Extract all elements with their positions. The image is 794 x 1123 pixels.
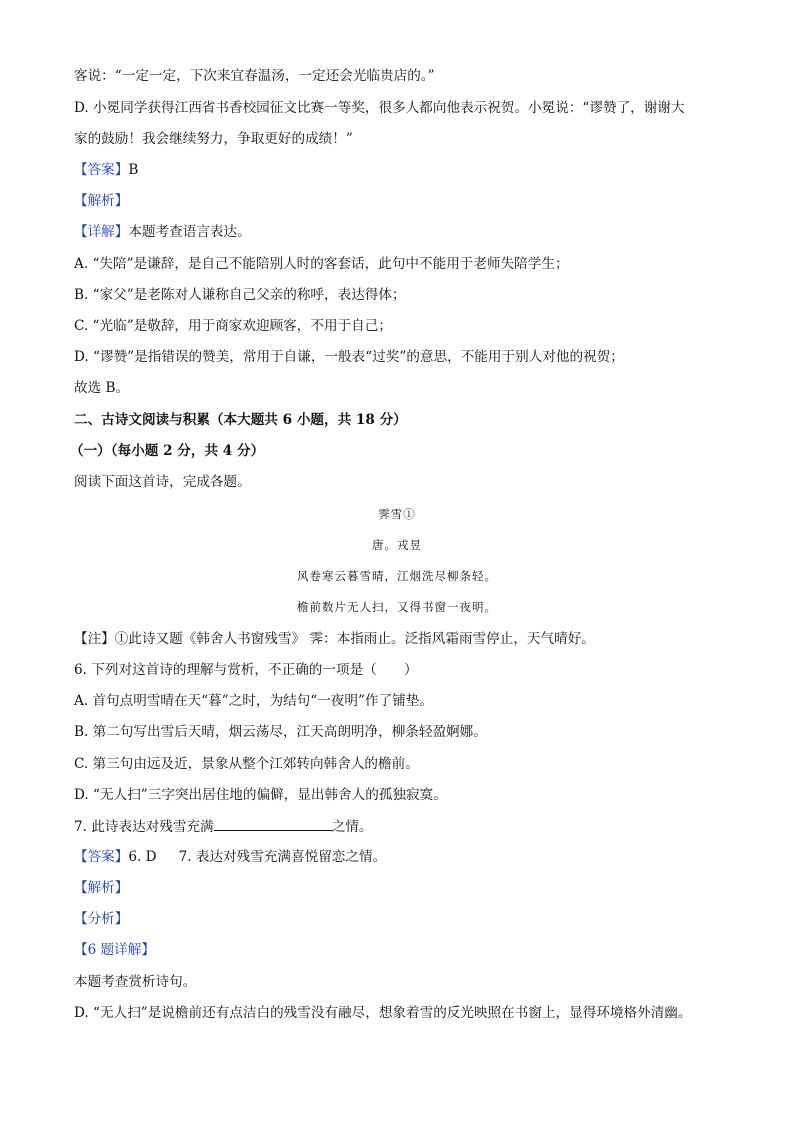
text-line: 客说：“一定一定，下次来宜春温汤，一定还会光临贵店的。” (74, 68, 435, 84)
question-7-before: 7. 此诗表达对残雪充满 (74, 819, 214, 835)
explain-c: C. “光临”是敬辞，用于商家欢迎顾客，不用于自己； (74, 318, 392, 334)
answer-2 (74, 848, 386, 866)
question-7 (74, 817, 372, 836)
note-line: 【注】①此诗又题《韩舍人书窗残雪》 霁：本指雨止。泛指风霜雨雪停止，天气晴好。 (74, 631, 595, 647)
q6-intro: 本题考查赏析诗句。 (74, 974, 197, 990)
answer-2-q7: 7. 表达对残雪充满喜悦留恋之情。 (178, 849, 387, 865)
section-title: 二、古诗文阅读与积累（本大题共 6 小题，共 18 分） (74, 412, 407, 428)
instruction: 阅读下面这首诗，完成各题。 (74, 474, 251, 490)
answer-2-label: 【答案】 (74, 849, 129, 865)
question-6-option-d: D. “无人扫”三字突出居住地的偏僻，显出韩舍人的孤独寂寞。 (74, 787, 447, 803)
option-d-line-1: D. 小冕同学获得江西省书香校园征文比赛一等奖，很多人都向他表示祝贺。小冕说：“谬赞了，谢谢大 (74, 100, 685, 116)
answer-blank (214, 817, 332, 831)
choose-line: 故选 B。 (74, 380, 130, 396)
question-7-after: 之情。 (331, 819, 373, 835)
detail-label: 【详解】 (74, 224, 129, 240)
detail-text: 本题考查语言表达。 (128, 224, 251, 240)
explain-a: A. “失陪”是谦辞，是自己不能陪别人时的客套话，此句中不能用于老师失陪学生； (74, 256, 569, 272)
poem-author: 唐。戎昱 (372, 538, 422, 552)
question-6-option-b: B. 第二句写出雪后天晴，烟云荡尽，江天高朗明净，柳条轻盈婀娜。 (74, 724, 487, 740)
fenxi-label: 【分析】 (74, 911, 129, 927)
sub-title: （一）（每小题 2 分，共 4 分） (70, 443, 265, 459)
poem-title: 霁雪① (378, 507, 416, 521)
analysis-label: 【解析】 (74, 193, 129, 209)
answer-label: 【答案】 (74, 162, 129, 178)
analysis-2-label: 【解析】 (74, 880, 129, 896)
question-6-stem: 6. 下列对这首诗的理解与赏析，不正确的一项是（ ） (74, 662, 418, 678)
question-6-option-c: C. 第三句由远及近，景象从整个江郊转向韩舍人的檐前。 (74, 756, 419, 772)
answer-1 (74, 161, 138, 179)
explain-b: B. “家父”是老陈对人谦称自己父亲的称呼，表达得体； (74, 287, 406, 303)
question-6-option-a: A. 首句点明雪晴在天“暮”之时，为结句“一夜明”作了铺垫。 (74, 693, 433, 709)
poem-line-1: 风卷寒云暮雪晴，江烟洗尽柳条轻。 (297, 569, 497, 583)
explain-d: D. “谬赞”是指错误的赞美，常用于自谦，一般表“过奖”的意思，不能用于别人对他的祝贺； (74, 349, 624, 365)
answer-2-q6: 6. D (128, 849, 157, 865)
q6-explain-d: D. “无人扫”是说檐前还有点洁白的残雪没有融尽，想象着雪的反光映照在书窗上，显得环境格外清幽。 (74, 1005, 692, 1021)
answer-value: B (128, 162, 139, 178)
q6-detail-label: 【6 题详解】 (74, 942, 155, 958)
detail-line (74, 223, 251, 241)
poem-line-2: 檐前数片无人扫，又得书窗一夜明。 (297, 600, 497, 614)
option-d-line-2: 家的鼓励！我会继续努力，争取更好的成绩！” (74, 131, 353, 147)
